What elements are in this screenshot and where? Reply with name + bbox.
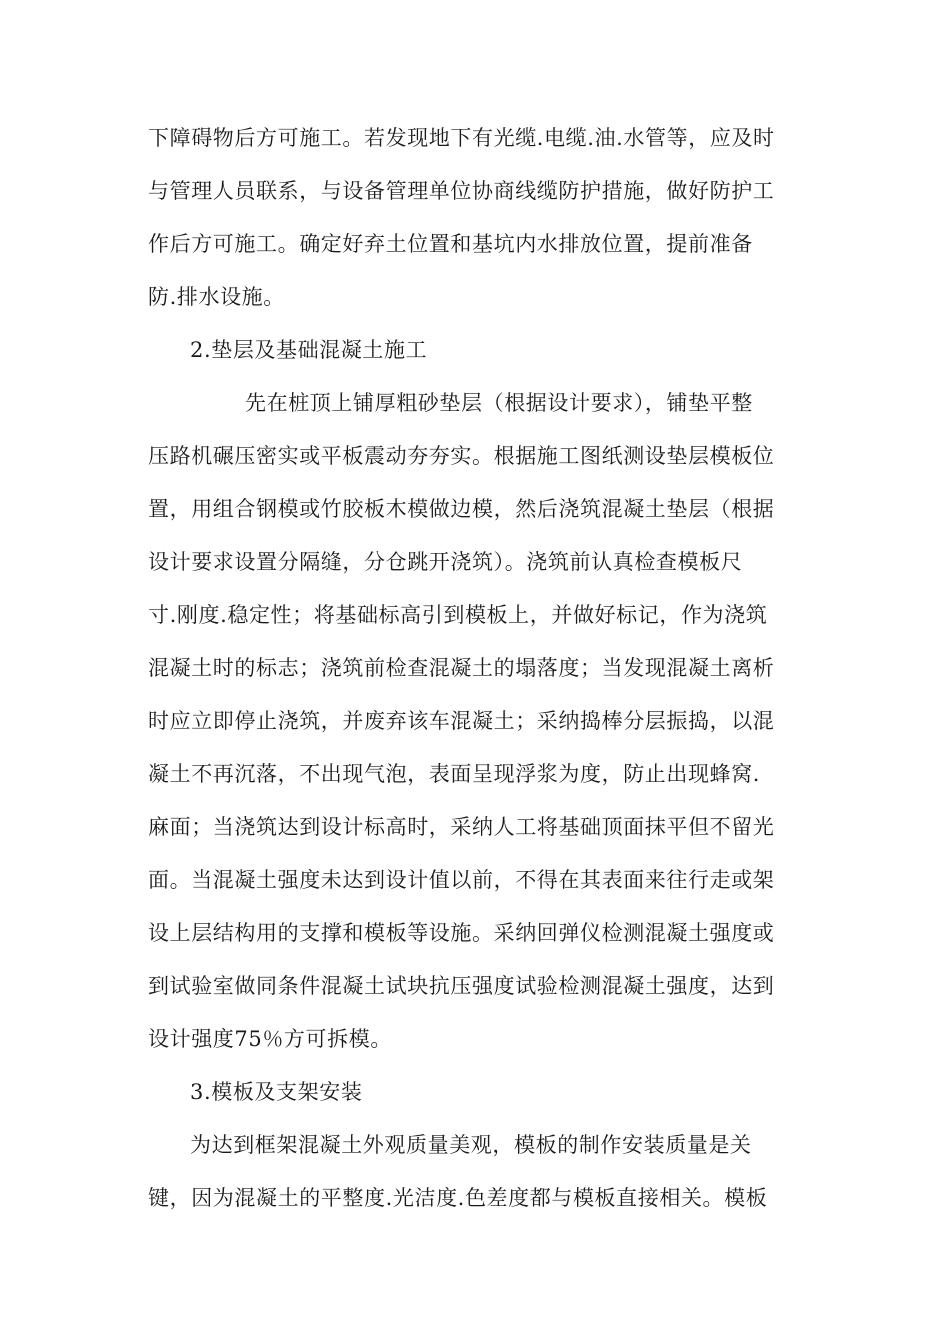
text-line: 凝土不再沉落，不出现气泡，表面呈现浮浆为度，防止出现蜂窝. <box>148 762 761 786</box>
text-line: 到试验室做同条件混凝土试块抗压强度试验检测混凝土强度，达到 <box>148 974 775 998</box>
text-line: 时应立即停止浇筑，并废弃该车混凝土；采纳捣棒分层振捣，以混 <box>148 709 775 733</box>
text-line: 防.排水设施。 <box>148 285 285 309</box>
text-line: 麻面；当浇筑达到设计标高时，采纳人工将基础顶面抹平但不留光 <box>148 815 775 839</box>
text-line: 面。当混凝土强度未达到设计值以前，不得在其表面来往行走或架 <box>148 868 775 892</box>
text-line: 与管理人员联系，与设备管理单位协商线缆防护措施，做好防护工 <box>148 179 775 203</box>
text-line: 混凝土时的标志；浇筑前检查混凝土的塌落度；当发现混凝土离析 <box>148 656 775 680</box>
section-heading: 3.模板及支架安装 <box>190 1080 363 1104</box>
text-line: 先在桩顶上铺厚粗砂垫层（根据设计要求），铺垫平整 <box>245 391 753 415</box>
text-line: 压路机碾压密实或平板震动夯夯实。根据施工图纸测设垫层模板位 <box>148 444 775 468</box>
text-line: 为达到框架混凝土外观质量美观，模板的制作安装质量是关 <box>190 1133 752 1157</box>
text-line: 键，因为混凝土的平整度.光洁度.色差度都与模板直接相关。模板 <box>148 1186 768 1210</box>
text-line: 设计要求设置分隔缝，分仓跳开浇筑）。浇筑前认真检查模板尺 <box>148 550 743 574</box>
text-line: 下障碍物后方可施工。若发现地下有光缆.电缆.油.水管等，应及时 <box>148 126 775 150</box>
text-line: 置，用组合钢模或竹胶板木模做边模，然后浇筑混凝土垫层（根据 <box>148 497 775 521</box>
section-heading: 2.垫层及基础混凝土施工 <box>190 338 428 362</box>
text-line: 设计强度75％方可拆模。 <box>148 1027 392 1051</box>
text-line: 设上层结构用的支撑和模板等设施。采纳回弹仪检测混凝土强度或 <box>148 921 775 945</box>
text-line: 作后方可施工。确定好弃土位置和基坑内水排放位置，提前准备 <box>148 232 753 256</box>
text-line: 寸.刚度.稳定性；将基础标高引到模板上，并做好标记，作为浇筑 <box>148 603 768 627</box>
